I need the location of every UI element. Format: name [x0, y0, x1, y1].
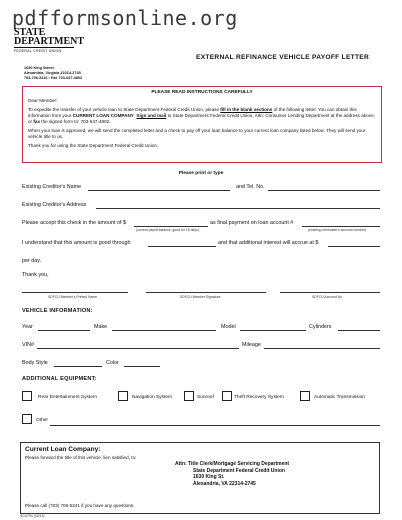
year-field[interactable] — [38, 330, 90, 331]
payoff-balance-note: (current payoff balance, good for 15 days) — [136, 228, 199, 232]
make-field[interactable] — [112, 330, 216, 331]
additional-equipment-heading: ADDITIONAL EQUIPMENT: — [22, 376, 97, 382]
instructions-paragraph-2: When your loan is approved, we will send the completed letter and a check to pay off your loan balance to your current loan company listed below. They will send your vehicle title to us. — [28, 128, 366, 139]
instructions-heading: PLEASE READ INSTRUCTIONS CAREFULLY — [151, 90, 253, 95]
creditor-address-label: Existing Creditor's Address — [22, 202, 87, 208]
attn-line: Attn: Title Clerk/Mortgage Servicing Department — [175, 461, 290, 467]
cylinders-label: Cylinders — [309, 324, 332, 330]
rear-entertainment-checkbox[interactable] — [22, 391, 32, 401]
document-title: EXTERNAL REFINANCE VEHICLE PAYOFF LETTER — [196, 54, 370, 61]
print-or-type-note: Please print or type — [178, 171, 224, 176]
address-phone: 703-706-5116 • Fax 703-647-4802 — [24, 76, 83, 80]
final-payment-label: as final payment on loan account # — [210, 220, 294, 226]
account-number-note: (existing Lienholder's account number) — [308, 228, 367, 232]
current-loan-company-box — [20, 442, 380, 514]
mileage-field[interactable] — [264, 348, 380, 349]
per-day-label: per day. — [22, 258, 42, 264]
vehicle-info-heading: VEHICLE INFORMATION: — [22, 308, 93, 314]
vin-label: VIN# — [22, 342, 34, 348]
cylinders-field[interactable] — [338, 330, 380, 331]
theft-recovery-checkbox[interactable] — [222, 391, 232, 401]
body-style-field[interactable] — [54, 366, 102, 367]
loan-company-subtitle: Please forward the title of this vehicle, lien satisfied, to: — [25, 455, 137, 460]
tel-label: and Tel. No. — [236, 184, 265, 190]
watermark: pdfformsonline.org — [12, 6, 238, 30]
body-style-label: Body Style — [22, 360, 48, 366]
signature-caption: SDFCU Member Signature — [180, 295, 221, 299]
creditor-address-field[interactable] — [96, 208, 380, 209]
accept-check-label: Please accept this check in the amount of $ — [22, 220, 126, 226]
address-city: Alexandria, Virginia 22314-2745 — [24, 71, 81, 75]
sunroof-checkbox[interactable] — [184, 391, 194, 401]
return-address — [24, 66, 82, 81]
creditor-name-field[interactable] — [88, 190, 230, 191]
navigation-label: Navigation System — [132, 395, 172, 400]
instructions-paragraph-3: Thank you for using the State Department Federal Credit Union. — [28, 143, 159, 148]
loan-account-field[interactable] — [302, 226, 380, 227]
thank-you-label: Thank you, — [22, 272, 49, 278]
street-line: 1630 King St. — [193, 474, 225, 481]
member-account-field[interactable] — [280, 292, 380, 293]
org-line: State Department Federal Credit Union — [193, 467, 285, 474]
member-signature-field[interactable] — [146, 292, 266, 293]
questions-phone: Please call (703) 706-5241 if you have any questions. — [25, 503, 135, 508]
tel-field[interactable] — [268, 190, 380, 191]
logo-line-3: FEDERAL CREDIT UNION — [14, 49, 62, 53]
greeting: Dear Member: — [28, 98, 58, 103]
model-label: Model — [221, 324, 236, 330]
model-field[interactable] — [240, 330, 306, 331]
creditor-name-label: Existing Creditor's Name — [22, 184, 82, 190]
navigation-checkbox[interactable] — [118, 391, 128, 401]
instructions-box — [22, 86, 382, 163]
color-field[interactable] — [124, 366, 160, 367]
theft-recovery-label: Theft Recovery System — [234, 395, 284, 400]
logo-line-1: STATE — [14, 27, 46, 38]
printed-name-caption: SDFCU Member's Printed Name — [48, 295, 98, 299]
address-street: 1630 King Street — [24, 66, 54, 70]
make-label: Make — [94, 324, 108, 330]
vin-field[interactable] — [37, 348, 239, 349]
year-label: Year — [22, 324, 33, 330]
city-line: Alexandria, VA 22314-2745 — [193, 480, 256, 487]
mileage-label: Mileage — [242, 342, 261, 348]
account-no-caption: SDFCU Account No. — [312, 295, 343, 299]
logo-line-2: DEPARTMENT — [14, 36, 85, 47]
other-checkbox[interactable] — [22, 414, 32, 424]
check-amount-field[interactable] — [134, 226, 208, 227]
good-through-label: I understand that this amount is good through — [22, 240, 131, 246]
instructions-paragraph-1: To expedite the transfer of your vehicle loan to State Department Federal Credit Union, please fill in the blank sections of the following letter. You can obtain this information from your CURRENT LOAN COMPANY. Sign and mail to State Department Federal Credit Union, Attn: Consumer Lending Department at the address above, or fax the signed form to: 703-647-4802. — [28, 107, 375, 124]
automatic-transmission-checkbox[interactable] — [300, 391, 310, 401]
form-number: SCU794 (03/13) — [20, 514, 45, 518]
good-through-date-field[interactable] — [148, 246, 216, 247]
automatic-transmission-label: Automatic Transmission — [314, 395, 365, 400]
rear-entertainment-label: Rear Entertainment System — [38, 395, 97, 400]
interest-label: and that additional interest will accrue at $ — [218, 240, 319, 246]
interest-amount-field[interactable] — [328, 246, 380, 247]
title-forwarding-address — [175, 461, 289, 487]
credit-union-logo — [14, 28, 104, 53]
color-label: Color — [106, 360, 119, 366]
loan-company-title: Current Loan Company: — [25, 446, 101, 453]
sunroof-label: Sunroof — [197, 395, 214, 400]
other-equipment-field[interactable] — [50, 425, 380, 426]
other-label: Other — [36, 418, 48, 423]
member-printed-name-field[interactable] — [22, 292, 128, 293]
